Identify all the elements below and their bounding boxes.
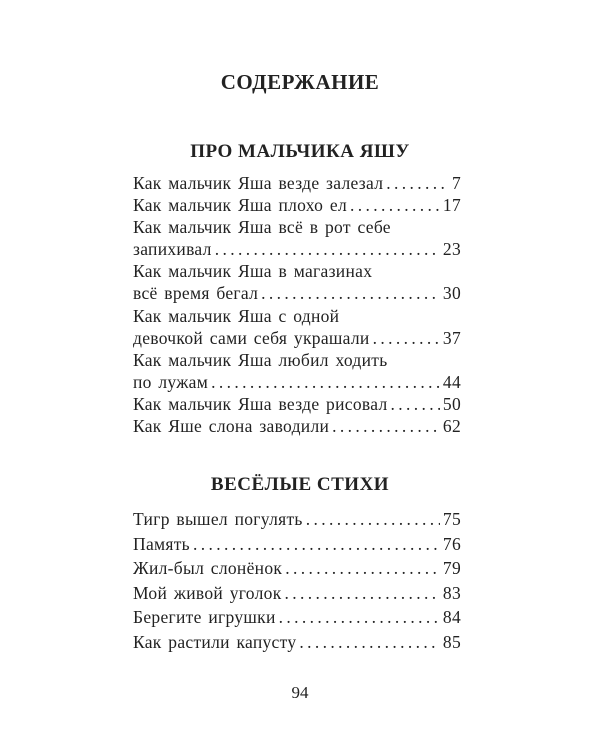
toc-entry xyxy=(133,507,461,532)
toc-entry-title: Как Яше слона заводили xyxy=(133,416,330,437)
toc-entry-line xyxy=(133,581,461,606)
toc-entry-line xyxy=(133,260,461,282)
toc-entry-page: 44 xyxy=(442,371,461,392)
toc-entry xyxy=(133,556,461,581)
toc-entry xyxy=(133,532,461,557)
toc-entry xyxy=(133,172,461,194)
toc-entry xyxy=(133,630,461,655)
dot-leader xyxy=(299,630,440,655)
toc-entry xyxy=(133,194,461,216)
toc-entry-page: 30 xyxy=(442,283,461,304)
toc-entry-title: по лужам xyxy=(133,371,209,392)
toc-entry-page: 75 xyxy=(442,509,461,529)
toc-entry-title: Как мальчик Яша в магазинах xyxy=(133,261,373,282)
toc-entry-title: Как мальчик Яша всё в рот себе xyxy=(133,217,391,238)
toc-entry xyxy=(133,581,461,606)
toc-entry-page: 79 xyxy=(442,558,461,579)
dot-leader xyxy=(332,415,440,437)
page-number: 94 xyxy=(291,683,309,702)
toc-entry-line xyxy=(133,194,461,216)
toc-entry-title: Как мальчик Яша везде залезал xyxy=(133,173,384,193)
toc-entry xyxy=(133,260,461,304)
toc-entry-title: Тигр вышел погулять xyxy=(133,509,303,529)
toc-entry-title: Жил-был слонёнок xyxy=(133,558,283,579)
section-heading: ПРО МАЛЬЧИКА ЯШУ xyxy=(190,141,410,162)
dot-leader xyxy=(279,605,440,630)
dot-leader xyxy=(261,282,440,304)
dot-leader xyxy=(285,556,440,581)
toc-entry xyxy=(133,415,461,437)
toc-entry xyxy=(133,305,461,349)
section-heading: ВЕСЁЛЫЕ СТИХИ xyxy=(210,474,390,495)
toc-entry-line xyxy=(133,393,461,415)
toc-entry-line xyxy=(133,327,461,349)
toc-entry-title: Как растили капусту xyxy=(133,631,297,652)
toc-entry-page: 85 xyxy=(442,631,461,652)
toc-entry-line xyxy=(133,371,461,393)
toc-entry-title: Память xyxy=(133,533,190,554)
toc-entry xyxy=(133,216,461,260)
toc-entry-page: 50 xyxy=(442,393,461,414)
toc-entry-line xyxy=(133,630,461,655)
dot-leader xyxy=(350,194,440,216)
toc-entry-line xyxy=(133,507,461,532)
toc-entry-page: 83 xyxy=(442,582,461,603)
toc-entry-page: 37 xyxy=(442,327,461,348)
dot-leader xyxy=(390,393,439,415)
dot-leader xyxy=(386,172,449,194)
toc-entry-line xyxy=(133,349,461,371)
toc-entry xyxy=(133,393,461,415)
toc-entry-title: всё время бегал xyxy=(133,283,259,304)
toc-entry-title: девочкой сами себя украшали xyxy=(133,327,370,348)
dot-leader xyxy=(373,327,440,349)
page-title: СОДЕРЖАНИЕ xyxy=(220,70,380,94)
dot-leader xyxy=(215,238,440,260)
toc-entry-line xyxy=(133,282,461,304)
toc-entry-page: 7 xyxy=(451,173,461,193)
toc-entry-page: 76 xyxy=(442,533,461,554)
toc-entry-title: Как мальчик Яша с одной xyxy=(133,305,340,326)
toc-list xyxy=(133,507,461,655)
toc-entry-page: 23 xyxy=(442,239,461,260)
toc-entry-title: Как мальчик Яша плохо ел xyxy=(133,195,347,216)
dot-leader xyxy=(193,532,440,557)
toc-entry-line xyxy=(133,172,461,194)
toc-entry-title: Берегите игрушки xyxy=(133,607,276,628)
dot-leader xyxy=(211,371,440,393)
toc-entry-title: запихивал xyxy=(133,239,212,260)
toc-entry-page: 62 xyxy=(442,416,461,437)
toc-entry xyxy=(133,349,461,393)
toc-entry-line xyxy=(133,216,461,238)
toc-entry-page: 17 xyxy=(442,195,461,216)
toc-entry-line xyxy=(133,556,461,581)
toc-entry-title: Как мальчик Яша везде рисовал xyxy=(133,393,388,414)
toc-entry-line xyxy=(133,532,461,557)
toc-entry-line xyxy=(133,305,461,327)
toc-entry-title: Мой живой уголок xyxy=(133,582,282,603)
dot-leader xyxy=(306,507,440,532)
toc-list xyxy=(133,172,461,437)
toc-entry-title: Как мальчик Яша любил ходить xyxy=(133,349,388,370)
toc-entry-page: 84 xyxy=(442,607,461,628)
dot-leader xyxy=(285,581,440,606)
toc-entry-line xyxy=(133,238,461,260)
toc-entry-line xyxy=(133,415,461,437)
toc-entry xyxy=(133,605,461,630)
toc-entry-line xyxy=(133,605,461,630)
